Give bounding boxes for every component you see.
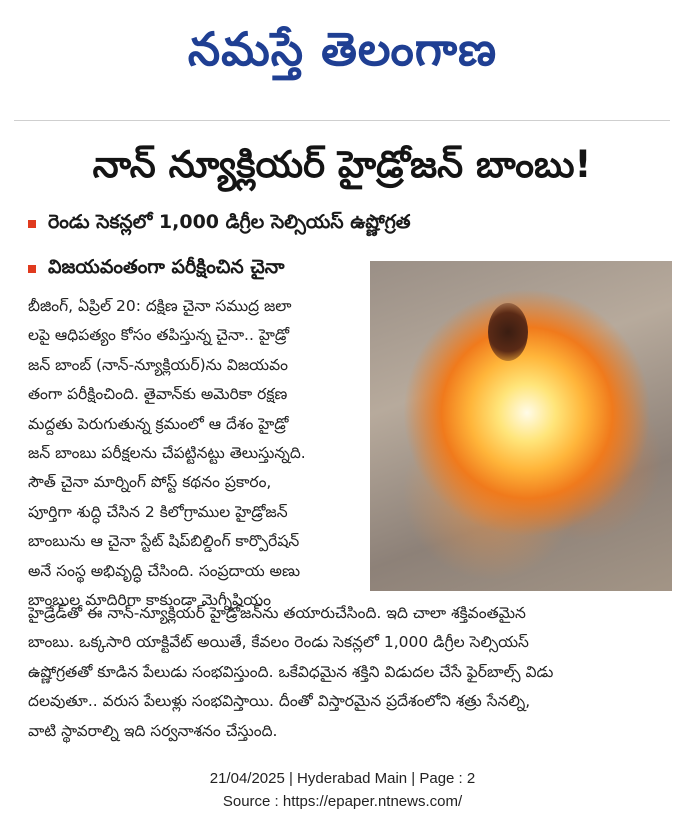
headline-text: నాన్ న్యూక్లియర్ హైడ్రోజన్ బాంబు! <box>92 143 592 186</box>
bullet-square-icon <box>28 220 36 228</box>
bullet-square-icon <box>28 265 36 273</box>
body-line: పూర్తిగా శుద్ధి చేసిన 2 కిలోగ్రాముల హైడ్రోజన్ <box>28 502 288 521</box>
headline <box>12 140 672 198</box>
footer-source: Source : https://epaper.ntnews.com/ <box>222 793 463 810</box>
masthead-logo <box>0 0 685 110</box>
body-line: బీజింగ్, ఏప్రిల్ 20: దక్షిణ చైనా సముద్ర జలా <box>28 297 292 315</box>
subhead-1-text: రెండు సెకన్లలో 1,000 డిగ్రీల సెల్సియస్ ఉష్ణోగ్రత <box>48 210 411 233</box>
subhead-2 <box>28 254 285 284</box>
body-line: తంగా పరీక్షించింది. తైవాన్‌కు అమెరికా రక్షణ <box>28 385 288 404</box>
body-line: సౌత్ చైనా మార్నింగ్ పోస్ట్ కథనం ప్రకారం, <box>28 473 272 492</box>
body-line: మద్దతు పెరుగుతున్న క్రమంలో ఆ దేశం హైడ్రో <box>28 414 289 433</box>
body-line: ఉష్ణోగ్రతతో కూడిన పేలుడు సంభవిస్తుంది. ఒకేవిధమైన శక్తిని విడుదల చేసే ఫైర్‌బాల్స్ విడు <box>28 662 554 681</box>
subhead-2-text: విజయవంతంగా పరీక్షించిన చైనా <box>48 255 285 278</box>
body-line: అనే సంస్థ అభివృద్ధి చేసింది. సంప్రదాయ అణు <box>28 561 301 580</box>
body-line: వాటి స్థావరాల్ని ఇది సర్వనాశనం చేస్తుంది. <box>28 721 278 740</box>
body-line: హైడ్రేడ్‌తో ఈ నాన్-న్యూక్లియర్ హైడ్రోజన్‌ను తయారుచేసింది. ఇది చాలా శక్తివంతమైన <box>28 604 526 622</box>
article-body-column <box>28 292 363 615</box>
body-line: లపై ఆధిపత్యం కోసం తపిస్తున్న చైనా.. హైడ్రో <box>28 326 290 345</box>
footer-date-edition: 21/04/2025 | Hyderabad Main | Page : 2 <box>209 770 476 787</box>
body-line: దలవుతూ.. వరుస పేలుళ్లు సంభవిస్తాయి. దీంతో విస్తారమైన ప్రదేశంలోని శత్రు సేనల్ని, <box>28 692 531 711</box>
body-line: జన్ బాంబు పరీక్షలను చేపట్టినట్టు తెలుస్తున్నది. <box>28 444 306 463</box>
body-line: బాంబుల మాదిరిగా కాకుండా మెగ్నీషియం <box>28 591 272 610</box>
smoke-plume <box>488 303 528 361</box>
body-line: బాంబు. ఒక్కసారి యాక్టివేట్ అయితే, కేవలం రెండు సెకన్లలో 1,000 డిగ్రీల సెల్సియస్ <box>28 633 529 652</box>
explosion-photo <box>370 261 672 591</box>
masthead-title: నమస్తే తెలంగాణ <box>187 22 498 76</box>
body-line: బాంబును ఆ చైనా స్టేట్ షిప్‌బిల్డింగ్ కార్పొరేషన్ <box>28 532 300 551</box>
article-body-full-width <box>28 599 668 746</box>
body-line: జన్ బాంబ్ (నాన్-న్యూక్లియర్)ను విజయవం <box>28 355 288 374</box>
subhead-1 <box>28 209 411 239</box>
masthead-divider <box>14 120 670 121</box>
